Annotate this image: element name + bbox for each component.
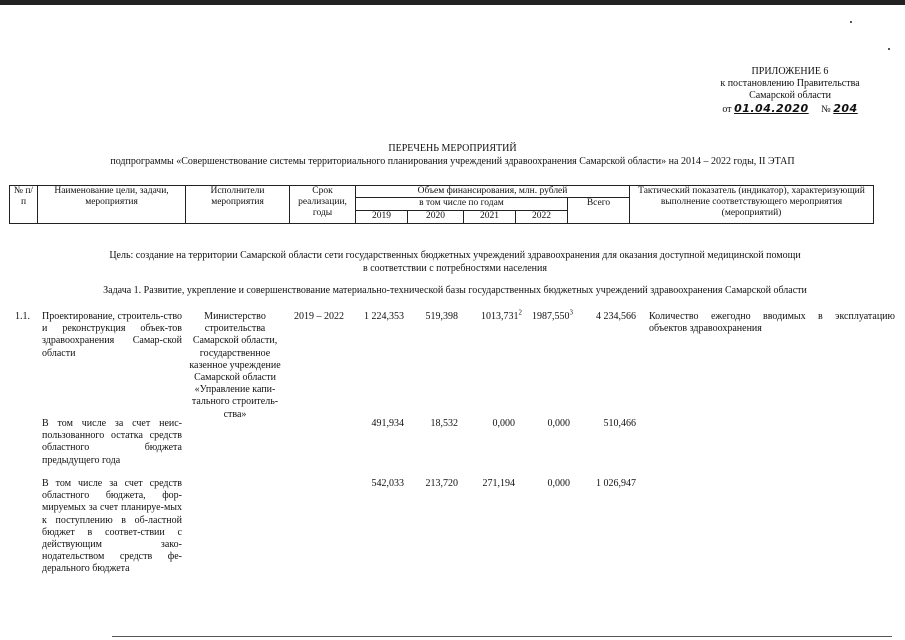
value-2021 [460,308,522,323]
header-indicator: Тактический показатель (индикатор), характеризующий выполнение соответствующего мероприятия (мероприятий) [630,186,874,224]
value-2019: 1 224,353 [364,311,404,322]
measure-name: В том числе за счет средств областного бюджета, фор-мируемых за счет планируе-мых к поступлению в об-ластной бюджет в соответ-ствии с действующим зако-нодательством средств фе-дерального бюджета [42,478,182,575]
header-table [9,185,874,224]
appendix-region: Самарской области [749,90,831,101]
appendix-block [690,66,890,116]
value-total: 4 234,566 [596,311,636,322]
header-year: 2019 [356,211,408,224]
page-bottom-line [112,636,892,637]
appendix-date-line [690,102,890,116]
header-funding: Объем финансирования, млн. рублей [356,186,630,198]
goal-text [60,250,850,275]
value-2022: 0,000 [547,418,570,429]
header-year: 2022 [516,211,568,224]
value-2022: 0,000 [547,478,570,489]
value-2021: 0,000 [492,418,515,429]
value-total: 1 026,947 [596,478,636,489]
header-by-years: в том числе по годам [356,198,568,211]
footnote-mark: 3 [569,308,573,317]
value-2022-amount: 1987,550 [532,311,570,322]
row-number: 1.1. [15,311,30,322]
task-text: Задача 1. Развитие, укрепление и совершенствование материально-технической базы государственных бюджетных учреждений здравоохранения Самарской области [103,285,807,296]
value-2020: 213,720 [425,478,458,489]
document-title: ПЕРЕЧЕНЬ МЕРОПРИЯТИЙ [388,143,517,154]
header-total: Всего [568,198,630,224]
goal-line: Цель: создание на территории Самарской области сети государственных бюджетных учреждений здравоохранения для оказания доступной медицинской помощи [109,250,801,261]
header-year: 2021 [464,211,516,224]
value-2019: 491,934 [371,418,404,429]
scan-top-border [0,0,905,5]
value-2020: 18,532 [430,418,458,429]
header-year: 2020 [408,211,464,224]
measure-name: В том числе за счет неис-пользованного остатка средств областного бюджета предыдущего года [42,418,182,466]
measure-executor: Министерство строительства Самарской области, государственное казенное учреждение Самарской области «Управление капи-тального строитель-ства» [189,311,281,420]
document-subtitle: подпрограммы «Совершенствование системы территориального планирования учреждений здравоохранения Самарской области» на 2014 – 2022 годы, II ЭТАП [110,156,795,167]
header-term: Срок реализации, годы [290,186,356,224]
header-name: Наименование цели, задачи, мероприятия [38,186,186,224]
value-2019: 542,033 [371,478,404,489]
value-2021: 271,194 [482,478,515,489]
header-executors: Исполнители мероприятия [186,186,290,224]
appendix-resolution: к постановлению Правительства [720,78,860,89]
measure-name: Проектирование, строитель-ство и реконструкция объек-тов здравоохранения Самар-ской области [42,311,182,359]
date-prefix: от [722,104,732,115]
goal-line: в соответствии с потребностями населения [363,262,547,274]
handwritten-number: 204 [833,102,858,115]
value-2020: 519,398 [425,311,458,322]
value-2022 [523,308,573,323]
scan-speck [850,21,852,23]
appendix-title: ПРИЛОЖЕНИЕ 6 [751,66,829,77]
value-total: 510,466 [603,418,636,429]
number-prefix: № [821,104,831,115]
footnote-mark: 2 [518,308,522,317]
scan-speck [888,48,890,50]
value-2021-amount: 1013,731 [481,311,519,322]
indicator-text: Количество ежегодно вводимых в эксплуатацию объектов здравоохранения [649,311,895,335]
header-num: № п/п [10,186,38,224]
handwritten-date: 01.04.2020 [734,102,809,115]
measure-term: 2019 – 2022 [294,311,344,322]
